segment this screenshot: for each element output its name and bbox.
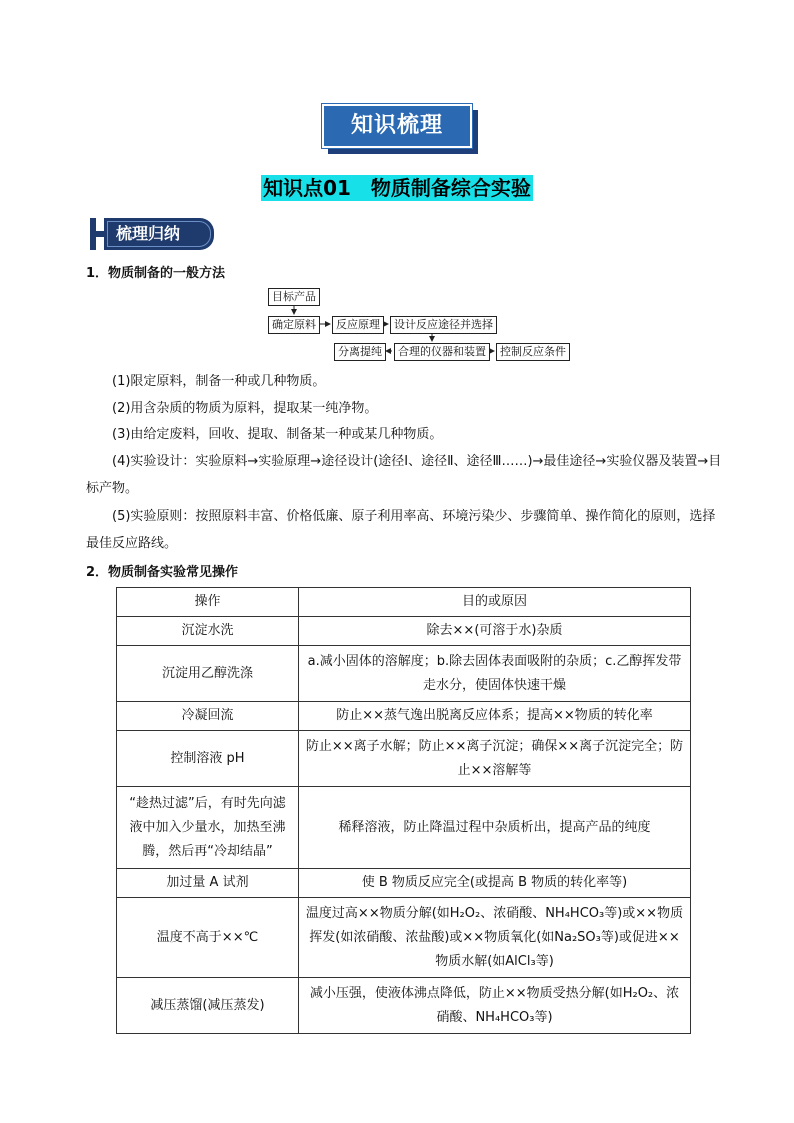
table-row	[117, 787, 691, 869]
badge-label: 梳理归纳	[116, 224, 181, 243]
table-row	[117, 646, 691, 702]
table-row	[117, 702, 691, 731]
table-cell-operation: 沉淀水洗	[117, 617, 299, 646]
table-cell-operation: 控制溶液 pH	[117, 731, 299, 787]
banner-title: 知识梳理	[322, 104, 472, 148]
flow-route: 设计反应途径并选择	[390, 316, 497, 334]
table-header-row	[117, 588, 691, 617]
table-cell-purpose: 减小压强，使液体沸点降低，防止××物质受热分解(如H₂O₂、浓硝酸、NH₄HCO₃等)	[299, 978, 691, 1034]
paragraph-3: (3)由给定废料，回收、提取、制备某一种或某几种物质。	[112, 427, 443, 442]
flow-apparatus: 合理的仪器和装置	[394, 343, 490, 361]
table-row	[117, 617, 691, 646]
flow-raw-material: 确定原料	[268, 316, 320, 334]
paragraph-2: (2)用含杂质的物质为原料，提取某一纯净物。	[112, 401, 378, 416]
table-header-cell: 目的或原因	[299, 588, 691, 617]
table-cell-purpose: 稀释溶液，防止降温过程中杂质析出，提高产品的纯度	[299, 787, 691, 869]
table-row	[117, 731, 691, 787]
table-cell-operation: 温度不高于××℃	[117, 898, 299, 978]
table-row	[117, 869, 691, 898]
operations-table	[116, 587, 691, 1034]
table-cell-operation: 减压蒸馏(减压蒸发)	[117, 978, 299, 1034]
table-cell-operation: 沉淀用乙醇洗涤	[117, 646, 299, 702]
table-cell-operation: 加过量 A 试剂	[117, 869, 299, 898]
table-cell-purpose: 使 B 物质反应完全(或提高 B 物质的转化率等)	[299, 869, 691, 898]
table-cell-operation: 冷凝回流	[117, 702, 299, 731]
table-cell-purpose: 除去××(可溶于水)杂质	[299, 617, 691, 646]
knowledge-point-title-text: 知识点01 物质制备综合实验	[263, 176, 531, 200]
flow-arrows	[0, 0, 794, 370]
table-cell-operation: “趁热过滤”后，有时先向滤液中加入少量水，加热至沸腾，然后再“冷却结晶”	[117, 787, 299, 869]
flow-control: 控制反应条件	[496, 343, 570, 361]
flow-target-product: 目标产品	[268, 288, 320, 306]
section-heading-2: 2．物质制备实验常见操作	[86, 565, 239, 580]
table-row	[117, 898, 691, 978]
flow-diagram	[0, 0, 794, 370]
table-header-cell: 操作	[117, 588, 299, 617]
table-cell-purpose: a.减小固体的溶解度；b.除去固体表面吸附的杂质；c.乙醇挥发带走水分，使固体快速干燥	[299, 646, 691, 702]
paragraph-5: (5)实验原则：按照原料丰富、价格低廉、原子利用率高、环境污染少、步骤简单、操作简化的原则，选择最佳反应路线。	[86, 509, 716, 551]
table-cell-purpose: 防止××蒸气逸出脱离反应体系；提高××物质的转化率	[299, 702, 691, 731]
table-cell-purpose: 防止××离子水解；防止××离子沉淀；确保××离子沉淀完全；防止××溶解等	[299, 731, 691, 787]
flow-principle: 反应原理	[332, 316, 384, 334]
paragraph-4: (4)实验设计：实验原料→实验原理→途径设计(途径Ⅰ、途径Ⅱ、途径Ⅲ……)→最佳途径→实验仪器及装置→目标产物。	[86, 454, 722, 496]
section-heading-1: 1．物质制备的一般方法	[86, 266, 226, 281]
table-cell-purpose: 温度过高××物质分解(如H₂O₂、浓硝酸、NH₄HCO₃等)或××物质挥发(如浓硝酸、浓盐酸)或××物质氧化(如Na₂SO₃等)或促进××物质水解(如AlCl₃等)	[299, 898, 691, 978]
paragraph-1: (1)限定原料，制备一种或几种物质。	[112, 374, 326, 389]
flow-separation: 分离提纯	[334, 343, 386, 361]
table-row	[117, 978, 691, 1034]
